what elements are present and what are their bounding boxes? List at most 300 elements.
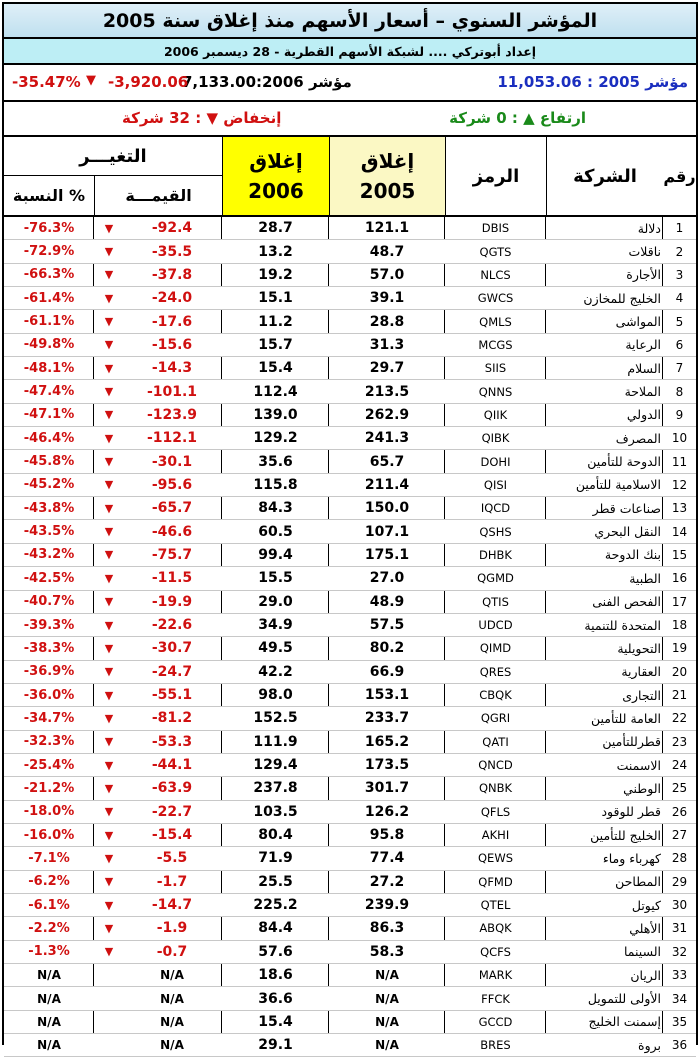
down-arrow-icon: ▼ bbox=[104, 875, 114, 889]
cell-change-pct: -61.1% bbox=[23, 314, 75, 330]
cell-change-value: -75.7 bbox=[151, 546, 193, 563]
cell-symbol: QATI bbox=[482, 734, 509, 749]
col-pct-header: النسبة % bbox=[12, 186, 86, 205]
cell-symbol: UDCD bbox=[478, 618, 513, 633]
down-arrow-icon bbox=[96, 1034, 122, 1056]
table-row bbox=[4, 707, 696, 730]
page-title: المؤشر السنوي – أسعار الأسهم منذ إغلاق سنة 2005 bbox=[102, 9, 598, 32]
cell-change-value: -1.9 bbox=[156, 920, 188, 937]
down-arrow-icon bbox=[96, 987, 122, 1009]
cell-close-2005: 153.1 bbox=[364, 687, 410, 704]
cell-close-2006: 15.5 bbox=[258, 570, 293, 587]
cell-company: كهرباء وماء bbox=[602, 850, 661, 866]
cell-close-2005: 121.1 bbox=[364, 220, 410, 237]
cell-symbol: AKHI bbox=[481, 828, 510, 843]
cell-company: النقل البحري bbox=[594, 524, 661, 540]
cell-change-value: -15.6 bbox=[151, 336, 193, 353]
down-arrow-icon: ▼ bbox=[104, 525, 114, 539]
cell-close-2005: 80.2 bbox=[369, 640, 405, 657]
cell-change-pct: -45.2% bbox=[23, 477, 75, 493]
cell-change-pct: -16.0% bbox=[23, 827, 75, 843]
down-arrow-icon: ▼ bbox=[104, 851, 114, 865]
cell-company: الأهلي bbox=[629, 920, 661, 936]
cell-company: العقارية bbox=[621, 664, 661, 680]
down-arrow-icon: ▼ bbox=[104, 711, 114, 725]
cell-close-2005: 239.9 bbox=[364, 897, 410, 914]
cell-close-2005: 48.9 bbox=[369, 593, 405, 610]
cell-close-2006: 115.8 bbox=[253, 476, 298, 493]
table-row bbox=[4, 334, 696, 357]
falling-count: إنخفاض ▼ : 32 شركة bbox=[122, 109, 282, 127]
cell-symbol: GCCD bbox=[478, 1014, 513, 1029]
cell-close-2006: 84.3 bbox=[258, 500, 293, 517]
cell-change-pct: -47.1% bbox=[23, 407, 75, 423]
cell-symbol: GWCS bbox=[477, 291, 514, 306]
cell-rank: 34 bbox=[671, 991, 688, 1006]
cell-change-value: -81.2 bbox=[151, 710, 193, 727]
cell-change-value: -95.6 bbox=[151, 476, 193, 493]
cell-company: ناقلات bbox=[628, 244, 661, 260]
down-arrow-icon: ▼ bbox=[104, 408, 114, 422]
cell-rank: 28 bbox=[671, 851, 688, 866]
cell-change-value: N/A bbox=[160, 968, 184, 983]
down-arrow-icon: ▼ bbox=[104, 571, 114, 585]
cell-company: الدولي bbox=[626, 407, 661, 423]
cell-symbol: QTIS bbox=[482, 594, 509, 609]
cell-symbol: QNNS bbox=[478, 384, 513, 399]
cell-change-value: -22.7 bbox=[151, 803, 193, 820]
cell-change-pct: -46.4% bbox=[23, 430, 75, 446]
cell-change-pct: -43.2% bbox=[23, 547, 75, 563]
cell-rank: 30 bbox=[671, 898, 688, 913]
cell-close-2006: 15.4 bbox=[258, 360, 293, 377]
table-row bbox=[4, 801, 696, 824]
cell-symbol: QNCD bbox=[478, 758, 513, 773]
cell-change-value: -24.7 bbox=[151, 663, 193, 680]
col-value-header: القيمـــة bbox=[94, 176, 222, 215]
cell-company: المطاحن bbox=[615, 874, 661, 890]
down-arrow-icon: ▼ bbox=[104, 501, 114, 515]
down-arrow-icon bbox=[96, 964, 122, 986]
cell-change-value: -19.9 bbox=[151, 593, 193, 610]
cell-change-pct: -2.2% bbox=[28, 920, 70, 936]
cell-rank: 8 bbox=[675, 384, 684, 399]
cell-change-value: -14.7 bbox=[151, 897, 193, 914]
table-row bbox=[4, 987, 696, 1010]
cell-symbol: NLCS bbox=[480, 267, 511, 282]
cell-change-pct: -32.3% bbox=[23, 734, 75, 750]
cell-close-2006: 35.6 bbox=[258, 453, 293, 470]
cell-symbol: QEWS bbox=[478, 851, 513, 866]
cell-close-2005: 126.2 bbox=[364, 803, 410, 820]
cell-change-value: -15.4 bbox=[151, 827, 193, 844]
col-symbol-header: الرمز bbox=[445, 137, 546, 215]
cell-change-pct: -66.3% bbox=[23, 267, 75, 283]
cell-company: الدوحة للتأمين bbox=[587, 454, 661, 470]
cell-close-2005: 213.5 bbox=[364, 383, 410, 400]
cell-change-pct: -49.8% bbox=[23, 337, 75, 353]
cell-company: الاسلامية للتأمين bbox=[575, 477, 661, 493]
cell-company: قطر للوقود bbox=[601, 804, 661, 820]
col-change-header: التغيـــر bbox=[4, 137, 222, 176]
cell-rank: 21 bbox=[671, 688, 688, 703]
cell-symbol: QIMD bbox=[479, 641, 512, 656]
cell-change-value: -30.7 bbox=[151, 640, 193, 657]
cell-company: المواشى bbox=[615, 314, 661, 330]
cell-company: السينما bbox=[623, 944, 661, 960]
cell-company: بروة bbox=[638, 1037, 661, 1053]
cell-rank: 24 bbox=[671, 758, 688, 773]
down-arrow-icon: ▼ bbox=[104, 945, 114, 959]
cell-close-2005: N/A bbox=[375, 1038, 399, 1053]
cell-close-2006: 60.5 bbox=[258, 523, 293, 540]
index-summary bbox=[4, 65, 696, 102]
cell-change-pct: -47.4% bbox=[23, 384, 75, 400]
cell-close-2006: 103.5 bbox=[253, 803, 298, 820]
cell-rank: 25 bbox=[671, 781, 688, 796]
cell-close-2005: 29.7 bbox=[369, 360, 405, 377]
table-row bbox=[4, 217, 696, 240]
cell-symbol: QIBK bbox=[481, 431, 510, 446]
cell-symbol: QIIK bbox=[483, 407, 508, 422]
cell-company: بنك الدوحة bbox=[604, 547, 661, 563]
cell-change-pct: -61.4% bbox=[23, 290, 75, 306]
cell-close-2006: 99.4 bbox=[258, 546, 293, 563]
cell-close-2006: 36.6 bbox=[258, 990, 293, 1007]
cell-close-2005: 39.1 bbox=[369, 290, 405, 307]
cell-change-pct: -39.3% bbox=[23, 617, 75, 633]
table-row bbox=[4, 544, 696, 567]
cell-rank: 10 bbox=[671, 431, 688, 446]
cell-symbol: QRES bbox=[479, 664, 512, 679]
cell-close-2006: 19.2 bbox=[258, 266, 293, 283]
table-row bbox=[4, 661, 696, 684]
cell-change-pct: -36.9% bbox=[23, 664, 75, 680]
index-2006-label: مؤشر 2006: bbox=[256, 73, 352, 91]
table-row bbox=[4, 964, 696, 987]
cell-change-pct: -43.5% bbox=[23, 524, 75, 540]
cell-rank: 13 bbox=[671, 501, 688, 516]
title-bar bbox=[4, 4, 696, 39]
cell-rank: 19 bbox=[671, 641, 688, 656]
cell-change-value: -63.9 bbox=[151, 780, 193, 797]
cell-change-value: -22.6 bbox=[151, 617, 193, 634]
cell-close-2006: 28.7 bbox=[258, 220, 293, 237]
cell-symbol: QFLS bbox=[480, 804, 511, 819]
cell-company: الرعاية bbox=[625, 337, 661, 353]
cell-change-pct: -6.2% bbox=[28, 874, 70, 890]
index-2006-value: 7,133.00 bbox=[182, 73, 257, 91]
cell-rank: 22 bbox=[671, 711, 688, 726]
cell-close-2005: 107.1 bbox=[364, 523, 410, 540]
table-row bbox=[4, 450, 696, 473]
cell-change-pct: -7.1% bbox=[28, 850, 70, 866]
table-row bbox=[4, 567, 696, 590]
cell-close-2006: 111.9 bbox=[253, 733, 298, 750]
cell-symbol: DBIS bbox=[481, 221, 510, 236]
cell-change-pct: -40.7% bbox=[23, 594, 75, 610]
cell-close-2006: 42.2 bbox=[258, 663, 293, 680]
table-row bbox=[4, 264, 696, 287]
index-change: -3,920.06 bbox=[108, 73, 189, 91]
cell-change-value: -37.8 bbox=[151, 266, 193, 283]
rising-count: ارتفاع ▲ : 0 شركة bbox=[449, 109, 586, 127]
cell-symbol: CBQK bbox=[479, 688, 512, 703]
cell-close-2005: 58.3 bbox=[369, 943, 405, 960]
cell-rank: 26 bbox=[671, 804, 688, 819]
cell-change-pct: N/A bbox=[37, 1014, 61, 1029]
cell-rank: 23 bbox=[671, 734, 688, 749]
cell-company: التجارى bbox=[622, 687, 661, 703]
cell-symbol: QSHS bbox=[479, 524, 512, 539]
cell-rank: 18 bbox=[671, 618, 688, 633]
cell-close-2005: 66.9 bbox=[369, 663, 405, 680]
cell-rank: 20 bbox=[671, 664, 688, 679]
cell-change-pct: N/A bbox=[37, 968, 61, 983]
down-arrow-icon: ▼ bbox=[104, 595, 114, 609]
cell-close-2006: 112.4 bbox=[253, 383, 298, 400]
cell-close-2005: 241.3 bbox=[364, 430, 410, 447]
table-body bbox=[4, 217, 696, 1057]
cell-close-2006: 237.8 bbox=[253, 780, 298, 797]
report-sheet bbox=[2, 2, 698, 1054]
cell-rank: 6 bbox=[675, 337, 684, 352]
cell-rank: 9 bbox=[675, 407, 684, 422]
cell-close-2005: 86.3 bbox=[369, 920, 405, 937]
cell-close-2006: 71.9 bbox=[258, 850, 293, 867]
table-row bbox=[4, 614, 696, 637]
cell-change-pct: -72.9% bbox=[23, 244, 75, 260]
cell-change-value: -5.5 bbox=[156, 850, 188, 867]
table-row bbox=[4, 894, 696, 917]
cell-symbol: QGRI bbox=[480, 711, 511, 726]
cell-change-pct: -6.1% bbox=[28, 897, 70, 913]
cell-rank: 17 bbox=[671, 594, 688, 609]
cell-close-2006: 152.5 bbox=[253, 710, 298, 727]
cell-change-value: -11.5 bbox=[151, 570, 193, 587]
cell-change-value: N/A bbox=[160, 1038, 184, 1053]
cell-company: الريان bbox=[630, 967, 661, 983]
cell-change-value: -30.1 bbox=[151, 453, 193, 470]
down-arrow-icon: ▼ bbox=[104, 385, 114, 399]
down-arrow-icon: ▼ bbox=[104, 758, 114, 772]
cell-company: المتحدة للتنمية bbox=[584, 617, 661, 633]
table-row bbox=[4, 357, 696, 380]
cell-close-2005: 95.8 bbox=[369, 827, 405, 844]
cell-close-2006: 34.9 bbox=[258, 617, 293, 634]
cell-change-pct: -21.2% bbox=[23, 780, 75, 796]
cell-symbol: QMLS bbox=[479, 314, 512, 329]
cell-rank: 36 bbox=[671, 1038, 688, 1053]
subtitle-bar bbox=[4, 39, 696, 65]
table-header bbox=[4, 137, 696, 217]
cell-company: دلالة bbox=[637, 220, 661, 236]
cell-close-2006: 80.4 bbox=[258, 827, 293, 844]
table-row bbox=[4, 310, 696, 333]
cell-change-value: -0.7 bbox=[156, 943, 188, 960]
cell-symbol: SIIS bbox=[484, 361, 507, 376]
down-arrow-icon: ▼ bbox=[104, 735, 114, 749]
down-arrow-icon: ▼ bbox=[86, 73, 96, 88]
down-arrow-icon: ▼ bbox=[104, 315, 114, 329]
up-down-summary bbox=[4, 102, 696, 137]
table-row bbox=[4, 380, 696, 403]
cell-close-2005: 27.2 bbox=[369, 873, 405, 890]
cell-close-2005: N/A bbox=[375, 1014, 399, 1029]
down-arrow-icon: ▼ bbox=[104, 361, 114, 375]
cell-close-2005: 48.7 bbox=[369, 243, 405, 260]
cell-symbol: IQCD bbox=[480, 501, 511, 516]
cell-company: الاسمنت bbox=[616, 757, 661, 773]
cell-change-pct: -42.5% bbox=[23, 570, 75, 586]
cell-rank: 11 bbox=[671, 454, 688, 469]
cell-company: إسمنت الخليج bbox=[588, 1014, 661, 1030]
down-arrow-icon: ▼ bbox=[104, 548, 114, 562]
cell-change-pct: -36.0% bbox=[23, 687, 75, 703]
table-row bbox=[4, 287, 696, 310]
table-row bbox=[4, 474, 696, 497]
cell-symbol: QGTS bbox=[479, 244, 512, 259]
col-rank-header: رقم bbox=[663, 166, 696, 186]
cell-close-2005: 211.4 bbox=[364, 476, 410, 493]
cell-change-pct: -48.1% bbox=[23, 360, 75, 376]
cell-close-2005: 77.4 bbox=[369, 850, 405, 867]
down-arrow-icon: ▼ bbox=[104, 431, 114, 445]
table-row bbox=[4, 824, 696, 847]
down-arrow-icon: ▼ bbox=[104, 898, 114, 912]
cell-rank: 3 bbox=[675, 267, 684, 282]
cell-company: قطرللتأمين bbox=[602, 734, 661, 750]
cell-company: التحويلية bbox=[617, 640, 661, 656]
index-2005: مؤشر 2005 : 11,053.06 bbox=[497, 73, 688, 91]
cell-rank: 4 bbox=[675, 291, 684, 306]
cell-change-value: -112.1 bbox=[146, 430, 198, 447]
cell-change-value: -53.3 bbox=[151, 733, 193, 750]
down-arrow-icon: ▼ bbox=[104, 665, 114, 679]
table-row bbox=[4, 637, 696, 660]
cell-close-2005: 65.7 bbox=[369, 453, 405, 470]
cell-close-2005: 175.1 bbox=[364, 546, 410, 563]
cell-company: الأجارة bbox=[626, 267, 661, 283]
cell-change-value: -101.1 bbox=[146, 383, 198, 400]
down-arrow-icon: ▼ bbox=[104, 921, 114, 935]
cell-close-2006: 29.0 bbox=[258, 593, 293, 610]
down-arrow-icon: ▼ bbox=[104, 805, 114, 819]
cell-close-2006: 57.6 bbox=[258, 943, 293, 960]
cell-close-2005: N/A bbox=[375, 991, 399, 1006]
cell-symbol: MCGS bbox=[478, 337, 513, 352]
page-subtitle: إعداد أبوتركي .... لشبكة الأسهم القطرية - 28 ديسمبر 2006 bbox=[163, 43, 537, 59]
cell-close-2005: 57.0 bbox=[369, 266, 405, 283]
cell-change-pct: -1.3% bbox=[28, 944, 70, 960]
cell-close-2006: 29.1 bbox=[258, 1037, 293, 1054]
cell-rank: 1 bbox=[675, 221, 684, 236]
cell-close-2006: 11.2 bbox=[258, 313, 293, 330]
index-change-pct: -35.47% bbox=[12, 73, 81, 91]
cell-close-2005: N/A bbox=[375, 968, 399, 983]
cell-rank: 5 bbox=[675, 314, 684, 329]
cell-change-value: -44.1 bbox=[151, 757, 193, 774]
cell-change-pct: -43.8% bbox=[23, 500, 75, 516]
cell-change-value: -17.6 bbox=[151, 313, 193, 330]
cell-company: العامة للتأمين bbox=[590, 710, 661, 726]
cell-close-2006: 98.0 bbox=[258, 687, 293, 704]
cell-change-value: -123.9 bbox=[146, 406, 198, 423]
cell-change-value: N/A bbox=[160, 1014, 184, 1029]
cell-symbol: QNBK bbox=[478, 781, 513, 796]
cell-symbol: DHBK bbox=[479, 547, 512, 562]
table-row bbox=[4, 917, 696, 940]
cell-change-pct: N/A bbox=[37, 991, 61, 1006]
cell-close-2006: 49.5 bbox=[258, 640, 293, 657]
cell-change-pct: -34.7% bbox=[23, 710, 75, 726]
cell-rank: 16 bbox=[671, 571, 688, 586]
down-arrow-icon: ▼ bbox=[104, 828, 114, 842]
cell-rank: 32 bbox=[671, 944, 688, 959]
cell-rank: 29 bbox=[671, 874, 688, 889]
cell-change-value: -24.0 bbox=[151, 290, 193, 307]
table-row bbox=[4, 1034, 696, 1057]
cell-close-2006: 18.6 bbox=[258, 967, 293, 984]
cell-change-value: -65.7 bbox=[151, 500, 193, 517]
cell-change-value: -46.6 bbox=[151, 523, 193, 540]
cell-rank: 15 bbox=[671, 547, 688, 562]
cell-close-2006: 139.0 bbox=[253, 406, 298, 423]
table-row bbox=[4, 427, 696, 450]
cell-close-2006: 225.2 bbox=[253, 897, 298, 914]
down-arrow-icon: ▼ bbox=[104, 478, 114, 492]
table-row bbox=[4, 777, 696, 800]
cell-symbol: MARK bbox=[478, 968, 513, 983]
cell-symbol: FFCK bbox=[481, 991, 510, 1006]
cell-company: المصرف bbox=[615, 430, 661, 446]
cell-rank: 27 bbox=[671, 828, 688, 843]
cell-close-2005: 27.0 bbox=[369, 570, 405, 587]
table-row bbox=[4, 520, 696, 543]
cell-company: كيوتل bbox=[631, 897, 661, 913]
cell-close-2005: 165.2 bbox=[364, 733, 410, 750]
cell-rank: 12 bbox=[671, 477, 688, 492]
cell-symbol: QCFS bbox=[480, 944, 511, 959]
cell-change-pct: -38.3% bbox=[23, 640, 75, 656]
cell-close-2006: 15.1 bbox=[258, 290, 293, 307]
cell-company: الوطني bbox=[623, 780, 661, 796]
cell-company: الملاحة bbox=[624, 384, 661, 400]
cell-close-2005: 262.9 bbox=[364, 406, 410, 423]
down-arrow-icon: ▼ bbox=[104, 618, 114, 632]
table-row bbox=[4, 404, 696, 427]
col-close-2005-header: إغلاق 2005 bbox=[329, 137, 445, 215]
cell-change-value: -35.5 bbox=[151, 243, 193, 260]
down-arrow-icon: ▼ bbox=[104, 688, 114, 702]
cell-change-pct: -76.3% bbox=[23, 220, 75, 236]
cell-close-2006: 129.4 bbox=[253, 757, 298, 774]
table-row bbox=[4, 591, 696, 614]
cell-change-pct: N/A bbox=[37, 1038, 61, 1053]
down-arrow-icon: ▼ bbox=[104, 221, 114, 235]
cell-close-2005: 301.7 bbox=[364, 780, 410, 797]
cell-company: الخليج للتأمين bbox=[590, 827, 661, 843]
cell-change-value: -92.4 bbox=[151, 220, 193, 237]
cell-close-2006: 84.4 bbox=[258, 920, 293, 937]
cell-company: السلام bbox=[627, 360, 661, 376]
cell-rank: 33 bbox=[671, 968, 688, 983]
down-arrow-icon: ▼ bbox=[104, 641, 114, 655]
col-company-header: الشركة bbox=[546, 137, 663, 215]
table-row bbox=[4, 731, 696, 754]
cell-rank: 35 bbox=[671, 1014, 688, 1029]
down-arrow-icon: ▼ bbox=[104, 245, 114, 259]
